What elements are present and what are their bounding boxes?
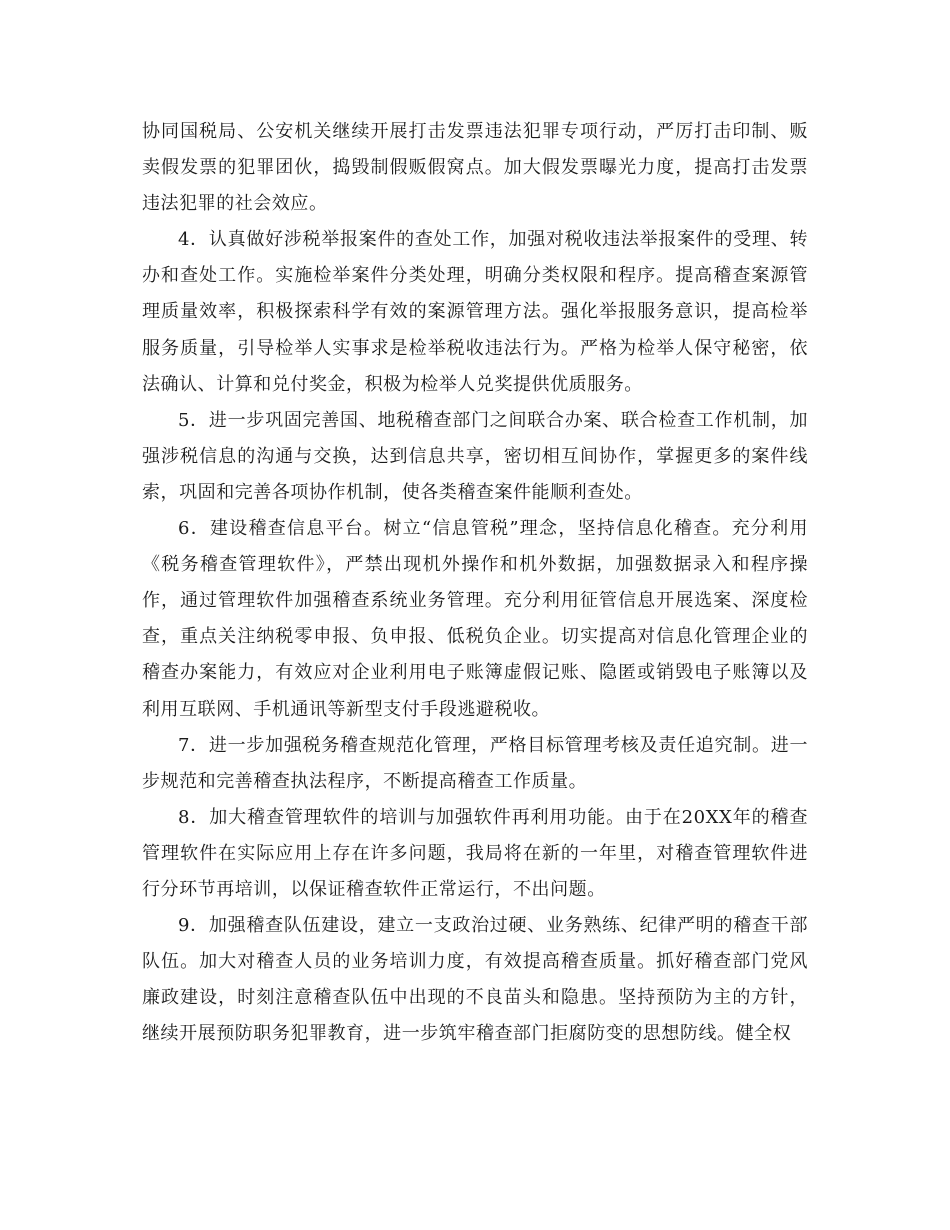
paragraph-continued: 协同国税局、公安机关继续开展打击发票违法犯罪专项行动，严厉打击印制、贩卖假发票的犯罪团伙，捣毁制假贩假窝点。加大假发票曝光力度，提高打击发票违法犯罪的社会效应。 [142,121,808,215]
paragraph-item-4: 4．认真做好涉税举报案件的查处工作，加强对税收违法举报案件的受理、转办和查处工作。实施检举案件分类处理，明确分类权限和程序。提高稽查案源管理质量效率，积极探索科学有效的案源管理方法。强化举报服务意识，提高检举服务质量，引导检举人实事求是检举税收违法行为。严格为检举人保守秘密，依法确认、计算和兑付奖金，积极为检举人兑奖提供优质服务。 [142,229,808,395]
paragraph-item-6: 6．建设稽查信息平台。树立“信息管税”理念，坚持信息化稽查。充分利用《税务稽查管理软件》，严禁出现机外操作和机外数据，加强数据录入和程序操作，通过管理软件加强稽查系统业务管理。充分利用征管信息开展选案、深度检查，重点关注纳税零申报、负申报、低税负企业。切实提高对信息化管理企业的稽查办案能力，有效应对企业利用电子账簿虚假记账、隐匿或销毁电子账簿以及利用互联网、手机通讯等新型支付手段逃避税收。 [142,518,808,720]
paragraph-item-7: 7．进一步加强税务稽查规范化管理，严格目标管理考核及责任追究制。进一步规范和完善稽查执法程序，不断提高稽查工作质量。 [142,734,808,792]
paragraph-item-8: 8．加大稽查管理软件的培训与加强软件再利用功能。由于在20XX年的稽查管理软件在实际应用上存在许多问题，我局将在新的一年里，对稽查管理软件进行分环节再培训，以保证稽查软件正常运行，不出问题。 [142,806,808,900]
document-body [142,114,808,1052]
paragraph-item-9: 9．加强稽查队伍建设，建立一支政治过硬、业务熟练、纪律严明的稽查干部队伍。加大对稽查人员的业务培训力度，有效提高稽查质量。抓好稽查部门党风廉政建设，时刻注意稽查队伍中出现的不良苗头和隐患。坚持预防为主的方针，继续开展预防职务犯罪教育，进一步筑牢稽查部门拒腐防变的思想防线。健全权 [142,915,808,1045]
paragraph-item-5: 5．进一步巩固完善国、地税稽查部门之间联合办案、联合检查工作机制，加强涉税信息的沟通与交换，达到信息共享，密切相互间协作，掌握更多的案件线索，巩固和完善各项协作机制，使各类稽查案件能顺利查处。 [142,409,808,503]
